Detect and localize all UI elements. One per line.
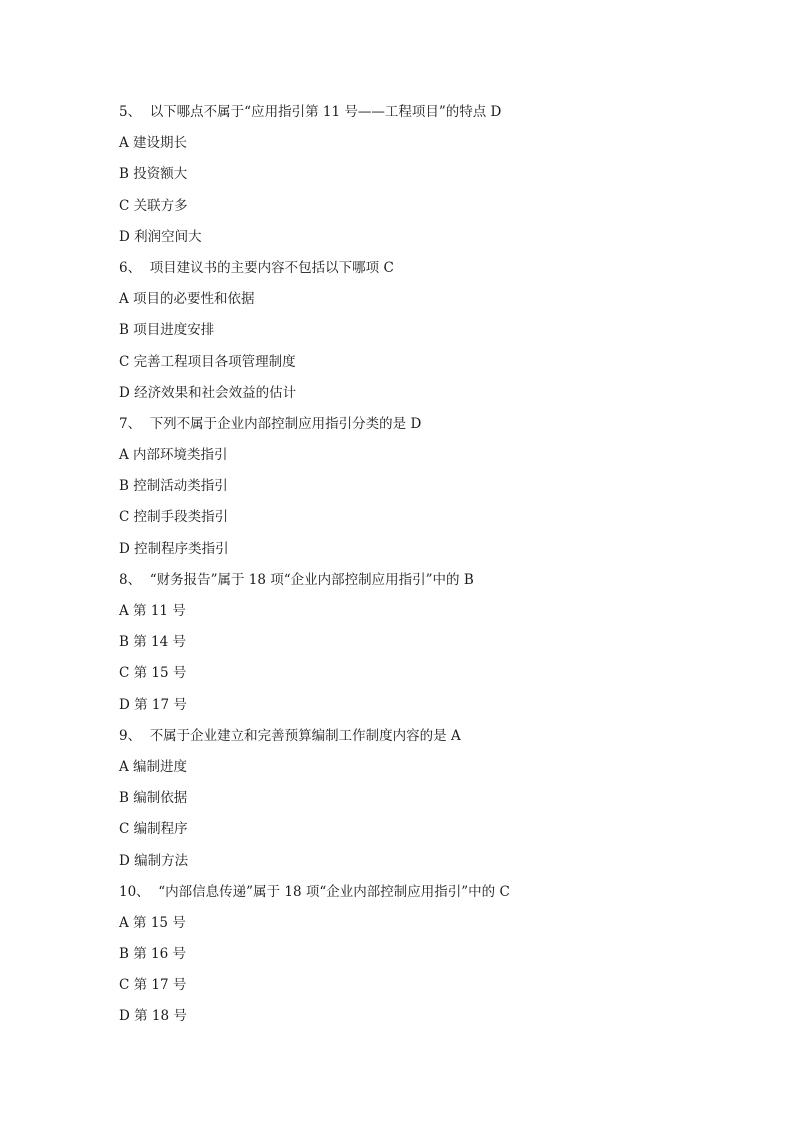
question-number: 7、: [119, 415, 142, 432]
option-d: D 第 17 号: [119, 696, 187, 713]
option-b: B 编制依据: [119, 790, 188, 807]
question-10: [119, 880, 719, 911]
question-number: 5、: [119, 104, 142, 120]
question-text: 不属于企业建立和完善预算编制工作制度内容的是 A: [149, 727, 461, 744]
option-b: B 项目进度安排: [119, 322, 215, 339]
question-number: 10、: [119, 883, 150, 900]
option-b: B 第 14 号: [119, 634, 186, 651]
option-d: D 第 18 号: [119, 1008, 187, 1025]
question-text: “财务报告”属于 18 项“企业内部控制应用指引”中的 B: [149, 571, 474, 588]
option-c: C 编制程序: [119, 821, 188, 838]
option-d: D 编制方法: [119, 852, 189, 869]
option-c: C 关联方多: [119, 197, 188, 214]
question-list: [119, 100, 719, 1036]
option-b: B 控制活动类指引: [119, 478, 228, 495]
option-a: A 项目的必要性和依据: [119, 291, 255, 308]
option-c: C 第 15 号: [119, 665, 187, 682]
option-c: C 第 17 号: [119, 977, 187, 994]
question-text: “内部信息传递”属于 18 项“企业内部控制应用指引”中的 C: [158, 883, 510, 900]
option-d: D 控制程序类指引: [119, 540, 229, 557]
option-b: B 第 16 号: [119, 946, 186, 963]
question-6: [119, 256, 719, 287]
option-d: D 利润空间大: [119, 228, 202, 245]
question-number: 6、: [119, 259, 142, 276]
option-a: A 第 15 号: [119, 914, 186, 931]
option-a: A 建设期长: [119, 135, 188, 152]
option-d: D 经济效果和社会效益的估计: [119, 384, 297, 401]
question-5: [119, 100, 719, 131]
question-8: [119, 568, 719, 599]
question-9: [119, 724, 719, 755]
question-text: 项目建议书的主要内容不包括以下哪项 C: [149, 259, 394, 276]
question-text: 以下哪点不属于“应用指引第 11 号——工程项目”的特点 D: [149, 104, 502, 120]
option-c: C 完善工程项目各项管理制度: [119, 353, 296, 370]
option-a: A 内部环境类指引: [119, 447, 228, 464]
question-text: 下列不属于企业内部控制应用指引分类的是 D: [149, 415, 422, 432]
option-b: B 投资额大: [119, 166, 188, 183]
option-c: C 控制手段类指引: [119, 509, 229, 526]
question-number: 9、: [119, 727, 142, 744]
question-number: 8、: [119, 571, 142, 588]
option-a: A 第 11 号: [119, 603, 186, 619]
question-7: [119, 412, 719, 443]
option-a: A 编制进度: [119, 758, 188, 775]
